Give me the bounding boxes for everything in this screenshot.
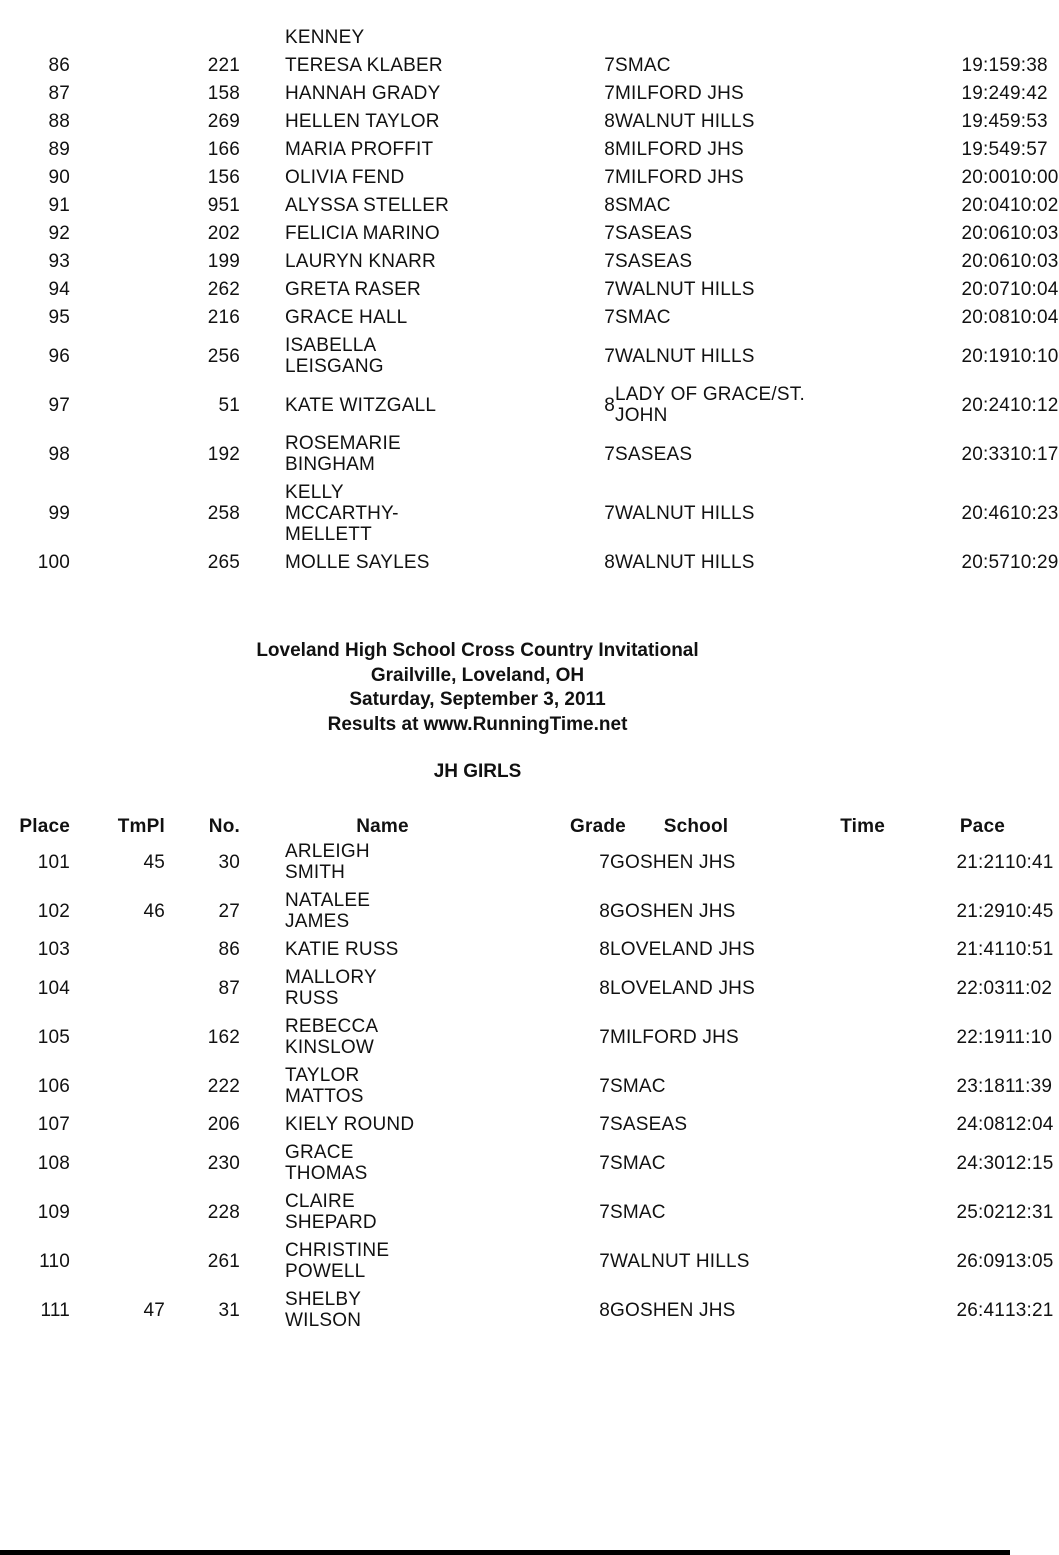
place-cell: 93: [48, 251, 70, 272]
school-cell: SASEAS: [615, 251, 693, 272]
place-cell: 101: [37, 851, 70, 873]
team-place-cell: [70, 549, 165, 577]
continued-results-table: [0, 24, 1059, 577]
bib-number-cell: 258: [207, 503, 240, 524]
time-cell: 21:29: [956, 900, 1005, 922]
team-place-cell: [70, 52, 165, 80]
grade-cell: 7: [599, 1026, 610, 1048]
name-cell: GRACE HALL: [285, 307, 408, 328]
team-place-cell: [70, 136, 165, 164]
name-cell: OLIVIA FEND: [285, 167, 405, 188]
grade-cell: 7: [604, 307, 615, 328]
school-cell: WALNUT HILLS: [615, 552, 755, 573]
bib-number-cell: 951: [207, 195, 240, 216]
place-cell: 100: [37, 552, 70, 573]
place-cell: 94: [48, 279, 70, 300]
grade-cell: 7: [604, 443, 615, 465]
school-cell: GOSHEN JHS: [610, 1299, 736, 1321]
name-cell: GRACE THOMAS: [285, 1142, 368, 1184]
place-cell: 102: [37, 900, 70, 922]
school-cell: WALNUT HILLS: [615, 111, 755, 132]
bib-number-cell: 162: [207, 1026, 240, 1048]
team-place-cell: [70, 1188, 165, 1237]
place-cell: 91: [48, 195, 70, 216]
school-cell: GOSHEN JHS: [610, 900, 736, 922]
col-header-time: Time: [840, 815, 885, 837]
grade-cell: 7: [599, 851, 610, 873]
bib-number-cell: 87: [218, 977, 240, 999]
school-cell: WALNUT HILLS: [615, 503, 755, 524]
table-row: 93 199 LAURYN KNARR 7 SASEAS 20:06 10:03: [0, 248, 1010, 276]
name-cell: REBECCA KINSLOW: [285, 1016, 378, 1058]
school-cell: LOVELAND JHS: [610, 977, 755, 999]
table-row: 95 216 GRACE HALL 7 SMAC 20:08 10:04: [0, 304, 1010, 332]
bib-number-cell: 156: [207, 167, 240, 188]
place-cell: 107: [37, 1114, 70, 1135]
team-place-cell: [70, 304, 165, 332]
team-place-cell: [70, 1013, 165, 1062]
grade-cell: 8: [604, 394, 615, 416]
name-cell: KELLY MCCARTHY-MELLETT: [285, 482, 399, 545]
table-row: [0, 24, 1010, 52]
school-cell: MILFORD JHS: [615, 167, 744, 188]
bib-number-cell: 228: [207, 1201, 240, 1223]
table-row: [0, 838, 1010, 887]
school-cell: GOSHEN JHS: [610, 851, 736, 873]
place-cell: 104: [37, 977, 70, 999]
grade-cell: 7: [604, 167, 615, 188]
table-row: 91 951 ALYSSA STELLER 8 SMAC 20:04 10:02: [0, 192, 1010, 220]
bib-number-cell: 222: [207, 1075, 240, 1097]
team-place-cell: 46: [143, 900, 165, 922]
name-cell: NATALEE JAMES: [285, 890, 371, 932]
school-cell: MILFORD JHS: [615, 139, 744, 160]
grade-cell: 8: [599, 977, 610, 999]
table-row: [0, 1062, 1010, 1111]
table-row: 86 221 TERESA KLABER 7 SMAC 19:15 9:38: [0, 52, 1010, 80]
time-cell: 20:24: [961, 394, 1010, 416]
school-cell: SMAC: [610, 1152, 666, 1174]
bib-number-cell: 192: [207, 443, 240, 465]
school-cell: SMAC: [615, 55, 671, 76]
table-row: [0, 1237, 1010, 1286]
school-cell: WALNUT HILLS: [615, 279, 755, 300]
school-cell: LADY OF GRACE/ST. JOHN: [615, 384, 805, 426]
place-cell: 92: [48, 223, 70, 244]
name-cell: ARLEIGH SMITH: [285, 841, 370, 883]
results-source: Results at www.RunningTime.net: [327, 713, 628, 735]
name-cell: KENNEY: [285, 27, 365, 48]
name-cell: SHELBY WILSON: [285, 1289, 362, 1331]
name-cell: HANNAH GRADY: [285, 83, 441, 104]
grade-cell: [565, 24, 615, 52]
bib-number-cell: 269: [207, 111, 240, 132]
table-row: 97 51 KATE WITZGALL 8 LADY OF GRACE/ST. JOHN 20:24 10:12: [0, 381, 1010, 430]
table-row: 87 158 HANNAH GRADY 7 MILFORD JHS 19:24 9:42: [0, 80, 1010, 108]
name-cell: CHRISTINE POWELL: [285, 1240, 390, 1282]
grade-cell: 8: [604, 195, 615, 216]
grade-cell: 8: [599, 900, 610, 922]
name-cell: KATE WITZGALL: [285, 394, 437, 416]
school-cell: LOVELAND JHS: [610, 939, 755, 960]
time-cell: 20:06: [961, 223, 1010, 244]
column-header-row: [0, 814, 1010, 838]
name-cell: HELLEN TAYLOR: [285, 111, 440, 132]
name-cell: ROSEMARIE BINGHAM: [285, 433, 401, 475]
bib-number-cell: 158: [207, 83, 240, 104]
pace-cell: 11:02: [1005, 977, 1053, 999]
time-cell: 26:09: [956, 1250, 1005, 1272]
grade-cell: 7: [604, 503, 615, 524]
pace-cell: 13:05: [1005, 1250, 1054, 1272]
school-cell: WALNUT HILLS: [610, 1250, 750, 1272]
time-cell: 26:41: [956, 1299, 1005, 1321]
time-cell: 22:03: [956, 977, 1005, 999]
name-cell: KATIE RUSS: [285, 939, 399, 960]
table-row: 99 258 KELLY MCCARTHY-MELLETT 7 WALNUT HILLS 20:46 10:23: [0, 479, 1010, 549]
place-cell: 95: [48, 307, 70, 328]
event-date: Saturday, September 3, 2011: [349, 689, 606, 710]
bib-number-cell: 202: [207, 223, 240, 244]
school-cell: SASEAS: [615, 443, 693, 465]
table-row: [0, 1286, 1010, 1335]
col-header-school: School: [663, 815, 729, 837]
team-place-cell: [70, 1139, 165, 1188]
team-place-cell: [70, 192, 165, 220]
time-cell: 19:24: [961, 83, 1010, 104]
bib-number-cell: 221: [207, 55, 240, 76]
team-place-cell: 45: [143, 851, 165, 873]
table-row: [0, 887, 1010, 936]
name-cell: MALLORY RUSS: [285, 967, 377, 1009]
school-cell: SMAC: [610, 1075, 666, 1097]
table-row: [0, 1111, 1010, 1139]
table-row: 100 265 MOLLE SAYLES 8 WALNUT HILLS 20:57 10:29: [0, 549, 1010, 577]
team-place-cell: [70, 276, 165, 304]
table-row: [0, 1139, 1010, 1188]
school-cell: SASEAS: [615, 223, 693, 244]
table-row: 98 192 ROSEMARIE BINGHAM 7 SASEAS 20:33 10:17: [0, 430, 1010, 479]
team-place-cell: [70, 332, 165, 381]
time-cell: 20:07: [961, 279, 1010, 300]
col-header-pace: Pace: [959, 815, 1005, 837]
place-cell: 88: [48, 111, 70, 132]
name-cell: CLAIRE SHEPARD: [285, 1191, 377, 1233]
bib-number-cell: 199: [207, 251, 240, 272]
school-cell: [615, 24, 890, 52]
col-header-name: Name: [356, 815, 409, 837]
table-row: 94 262 GRETA RASER 7 WALNUT HILLS 20:07 10:04: [0, 276, 1010, 304]
grade-cell: 7: [604, 55, 615, 76]
school-cell: MILFORD JHS: [610, 1026, 739, 1048]
time-cell: 25:02: [956, 1201, 1005, 1223]
grade-cell: 7: [604, 251, 615, 272]
bib-number-cell: 206: [207, 1114, 240, 1135]
pace-cell: 10:45: [1005, 900, 1054, 922]
col-header-no: No.: [208, 815, 240, 837]
table-row: [0, 1188, 1010, 1237]
team-place-cell: [70, 381, 165, 430]
school-cell: WALNUT HILLS: [615, 345, 755, 367]
col-header-place: Place: [19, 815, 70, 837]
bib-number-cell: 261: [207, 1250, 240, 1272]
name-cell: KIELY ROUND: [285, 1114, 415, 1135]
team-place-cell: [70, 24, 165, 52]
time-cell: 24:08: [956, 1114, 1005, 1135]
time-cell: 23:18: [956, 1075, 1005, 1097]
time-cell: 20:19: [961, 345, 1010, 367]
time-cell: 20:00: [961, 167, 1010, 188]
bib-number-cell: 166: [207, 139, 240, 160]
team-place-cell: [70, 1111, 165, 1139]
bib-number-cell: 230: [207, 1152, 240, 1174]
grade-cell: 8: [604, 552, 615, 573]
pace-cell: 10:51: [1005, 939, 1054, 960]
grade-cell: 8: [599, 1299, 610, 1321]
team-place-cell: [70, 164, 165, 192]
time-cell: 20:06: [961, 251, 1010, 272]
bib-number-cell: 216: [207, 307, 240, 328]
grade-cell: 8: [599, 939, 610, 960]
grade-cell: 7: [599, 1152, 610, 1174]
table-row: 92 202 FELICIA MARINO 7 SASEAS 20:06 10:03: [0, 220, 1010, 248]
pace-cell: 13:21: [1005, 1299, 1054, 1321]
event-title: Loveland High School Cross Country Invitational: [256, 640, 699, 661]
time-cell: 20:33: [961, 443, 1010, 465]
place-cell: 108: [37, 1152, 70, 1174]
name-cell: ALYSSA STELLER: [285, 195, 450, 216]
table-row: 89 166 MARIA PROFFIT 8 MILFORD JHS 19:54 9:57: [0, 136, 1010, 164]
team-place-cell: [70, 479, 165, 549]
time-cell: 21:41: [956, 939, 1005, 960]
pace-cell: 12:15: [1005, 1152, 1054, 1174]
name-cell: ISABELLA LEISGANG: [285, 335, 384, 377]
time-cell: 20:57: [961, 552, 1010, 573]
name-cell: LAURYN KNARR: [285, 251, 436, 272]
jh-girls-results-table: [0, 814, 1054, 1335]
time-cell: 22:19: [956, 1026, 1005, 1048]
pace-cell: 10:41: [1005, 851, 1054, 873]
school-cell: SMAC: [615, 307, 671, 328]
time-cell: 20:08: [961, 307, 1010, 328]
table-row: 88 269 HELLEN TAYLOR 8 WALNUT HILLS 19:45 9:53: [0, 108, 1010, 136]
name-cell: FELICIA MARINO: [285, 223, 440, 244]
team-place-cell: [70, 936, 165, 964]
team-place-cell: 47: [143, 1299, 165, 1321]
place-cell: 110: [39, 1250, 70, 1272]
time-cell: 20:46: [961, 503, 1010, 524]
place-cell: 106: [37, 1075, 70, 1097]
place-cell: 97: [48, 394, 70, 416]
name-cell: MOLLE SAYLES: [285, 552, 430, 573]
bib-number-cell: 262: [207, 279, 240, 300]
bib-number-cell: 27: [218, 900, 240, 922]
table-row: 90 156 OLIVIA FEND 7 MILFORD JHS 20:00 10:00: [0, 164, 1010, 192]
place-cell: 103: [37, 939, 70, 960]
section-title: JH GIRLS: [433, 761, 522, 782]
team-place-cell: [70, 248, 165, 276]
bib-number-cell: [165, 24, 240, 52]
page-bottom-rule: [0, 1550, 1010, 1555]
grade-cell: 7: [599, 1201, 610, 1223]
name-cell: TERESA KLABER: [285, 55, 443, 76]
school-cell: SMAC: [610, 1201, 666, 1223]
time-cell: 21:21: [956, 851, 1005, 873]
place-cell: 96: [48, 345, 70, 367]
school-cell: MILFORD JHS: [615, 83, 744, 104]
time-cell: [890, 24, 1010, 52]
grade-cell: 7: [604, 279, 615, 300]
place-cell: 86: [48, 55, 70, 76]
place-cell: 111: [40, 1299, 70, 1321]
bib-number-cell: 31: [218, 1299, 240, 1321]
school-cell: SMAC: [615, 195, 671, 216]
time-cell: 20:04: [961, 195, 1010, 216]
col-header-team-place: TmPl: [117, 815, 165, 837]
place-cell: 105: [37, 1026, 70, 1048]
grade-cell: 7: [604, 223, 615, 244]
team-place-cell: [70, 430, 165, 479]
col-header-grade: Grade: [570, 815, 626, 837]
place-cell: 99: [48, 503, 70, 524]
grade-cell: 7: [604, 345, 615, 367]
table-row: 96 256 ISABELLA LEISGANG 7 WALNUT HILLS 20:19 10:10: [0, 332, 1010, 381]
place-cell: 90: [48, 167, 70, 188]
grade-cell: 7: [599, 1075, 610, 1097]
team-place-cell: [70, 108, 165, 136]
bib-number-cell: 265: [207, 552, 240, 573]
table-row: [0, 936, 1010, 964]
bib-number-cell: 30: [218, 851, 240, 873]
team-place-cell: [70, 1237, 165, 1286]
event-location: Grailville, Loveland, OH: [370, 664, 585, 686]
table-row: [0, 964, 1010, 1013]
grade-cell: 8: [604, 111, 615, 132]
grade-cell: 8: [604, 139, 615, 160]
bib-number-cell: 256: [207, 345, 240, 367]
pace-cell: 12:31: [1005, 1201, 1054, 1223]
team-place-cell: [70, 220, 165, 248]
team-place-cell: [70, 80, 165, 108]
time-cell: 24:30: [956, 1152, 1005, 1174]
pace-cell: 11:10: [1005, 1026, 1053, 1048]
name-cell: MARIA PROFFIT: [285, 139, 434, 160]
place-cell: 98: [48, 443, 70, 465]
time-cell: 19:45: [961, 111, 1010, 132]
team-place-cell: [70, 964, 165, 1013]
time-cell: 19:15: [961, 55, 1010, 76]
school-cell: SASEAS: [610, 1114, 688, 1135]
grade-cell: 7: [604, 83, 615, 104]
place-cell: 109: [37, 1201, 70, 1223]
name-cell: TAYLOR MATTOS: [285, 1065, 364, 1107]
place-cell: [0, 24, 70, 52]
bib-number-cell: 51: [218, 394, 240, 416]
place-cell: 87: [48, 83, 70, 104]
grade-cell: 7: [599, 1250, 610, 1272]
grade-cell: 7: [599, 1114, 610, 1135]
place-cell: 89: [48, 139, 70, 160]
time-cell: 19:54: [961, 139, 1010, 160]
table-row: [0, 1013, 1010, 1062]
bib-number-cell: 86: [218, 939, 240, 960]
name-cell: GRETA RASER: [285, 279, 421, 300]
meet-header: [0, 639, 955, 737]
pace-cell: 12:04: [1005, 1114, 1054, 1135]
team-place-cell: [70, 1062, 165, 1111]
pace-cell: 11:39: [1005, 1075, 1053, 1097]
